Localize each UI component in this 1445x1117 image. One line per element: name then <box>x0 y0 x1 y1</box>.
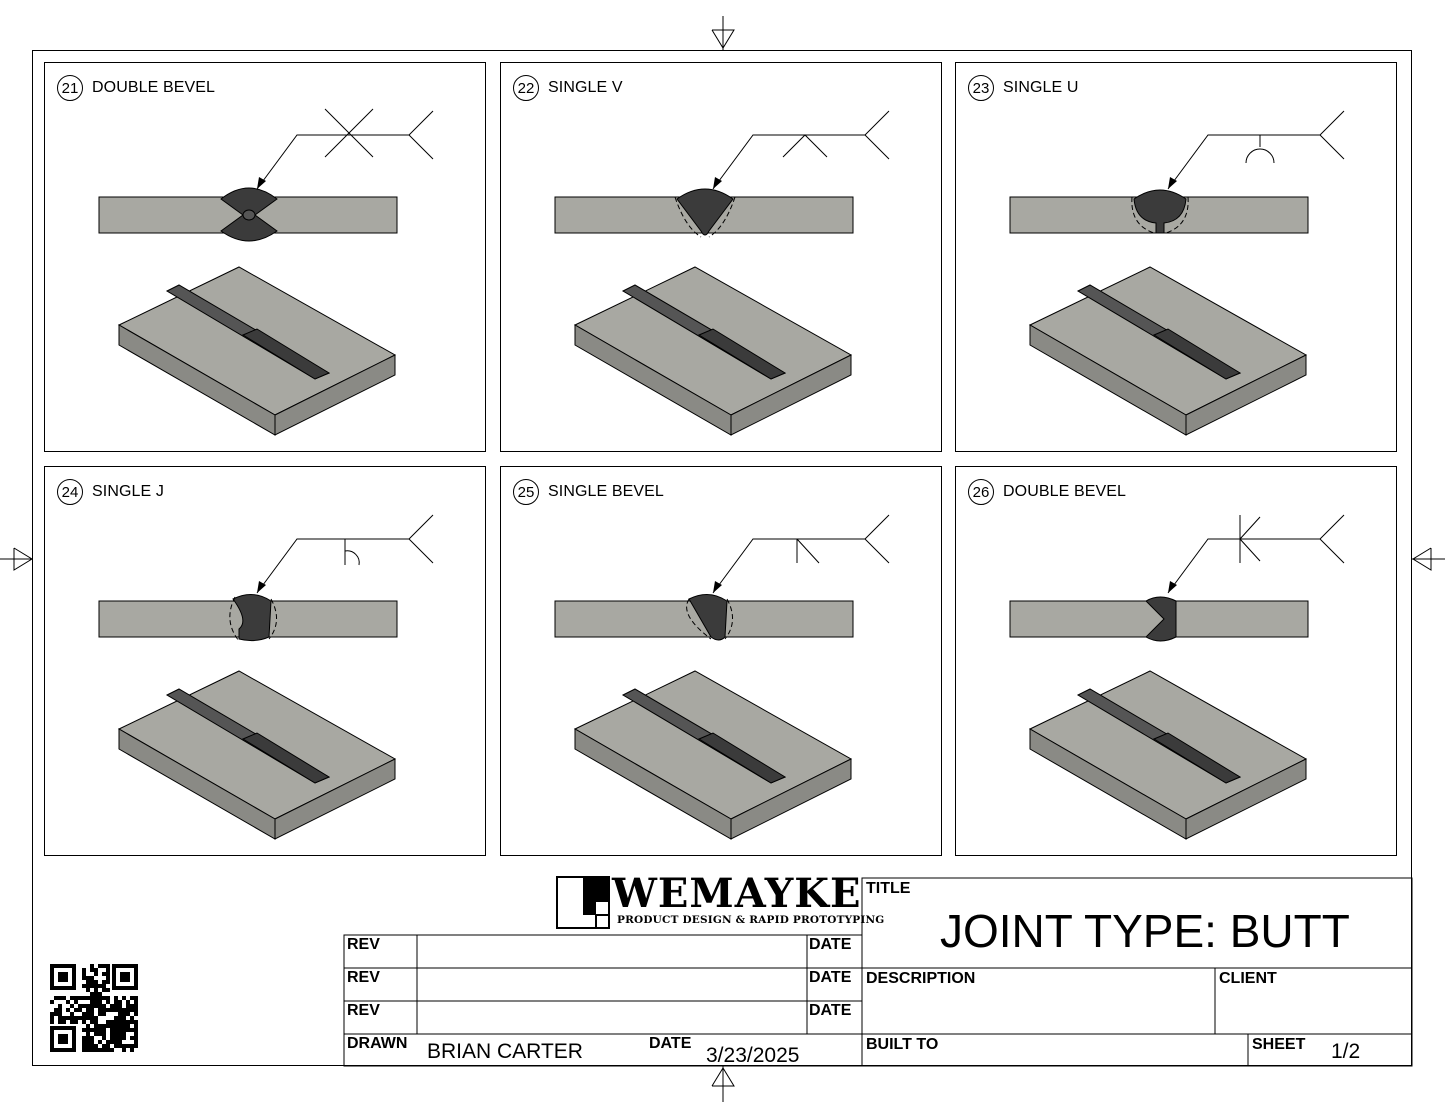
panel-number: 24 <box>57 479 83 505</box>
panel-number: 23 <box>968 75 994 101</box>
drawn-label: DRAWN <box>347 1035 408 1052</box>
panel-number: 26 <box>968 479 994 505</box>
rev-label: REV <box>347 1002 380 1019</box>
client-label: CLIENT <box>1219 970 1277 987</box>
rev-label: REV <box>347 936 380 953</box>
title-label: TITLE <box>866 880 911 897</box>
rev-date-label: DATE <box>809 1002 852 1019</box>
logo-name: WEMAYKE <box>612 870 862 917</box>
panel-title: SINGLE BEVEL <box>548 483 664 500</box>
rev-date-label: DATE <box>809 936 852 953</box>
description-label: DESCRIPTION <box>866 970 976 987</box>
rev-date-label: DATE <box>809 969 852 986</box>
sheet-label: SHEET <box>1252 1036 1306 1053</box>
panel-title: SINGLE V <box>548 79 623 96</box>
panel-title: DOUBLE BEVEL <box>1003 483 1127 500</box>
panel-number: 25 <box>513 479 539 505</box>
drawn-date: 3/23/2025 <box>706 1044 800 1067</box>
built-to-label: BUILT TO <box>866 1036 939 1053</box>
panel-title: DOUBLE BEVEL <box>92 79 216 96</box>
logo-tagline: PRODUCT DESIGN & RAPID PROTOTYPING <box>617 914 885 926</box>
sheet-number: 1/2 <box>1331 1040 1361 1063</box>
rev-label: REV <box>347 969 380 986</box>
panel-number: 21 <box>57 75 83 101</box>
panel-title: SINGLE J <box>92 483 164 500</box>
date-label: DATE <box>649 1035 692 1052</box>
panel-number: 22 <box>513 75 539 101</box>
drawing-title: JOINT TYPE: BUTT <box>940 905 1350 957</box>
drawn-by: BRIAN CARTER <box>427 1040 583 1063</box>
panel-title: SINGLE U <box>1003 79 1079 96</box>
